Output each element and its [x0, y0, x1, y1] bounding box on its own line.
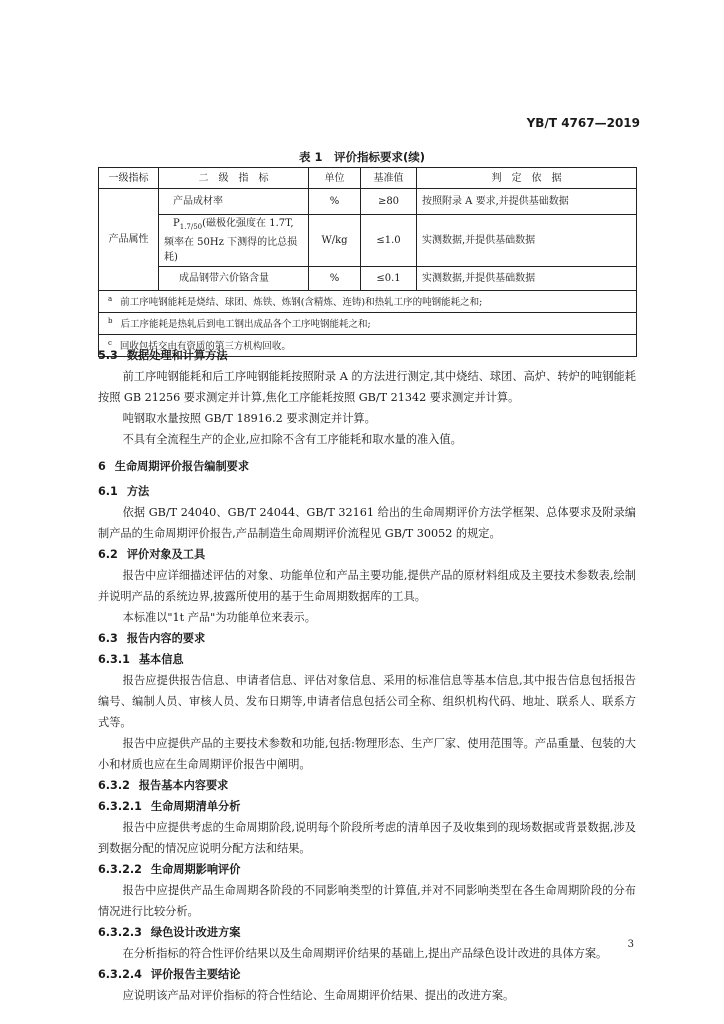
section-title: 评价对象及工具 — [126, 548, 206, 561]
table-note — [99, 313, 637, 335]
subsection-heading — [98, 964, 636, 985]
basis-cell: 实测数据,并提供基础数据 — [417, 215, 637, 267]
table-header-row — [99, 168, 637, 189]
loss-subscript: 1.7/50 — [179, 223, 203, 231]
section-title: 评价报告主要结论 — [150, 968, 241, 981]
section-number: 6.3.2.1 — [98, 800, 142, 813]
paragraph: 吨钢取水量按照 GB/T 18916.2 要求测定并计算。 — [122, 412, 376, 425]
paragraph: 报告中应提供考虑的生命周期阶段,说明每个阶段所考虑的清单因子及收集到的现场数据或背景数据,涉及到数据分配的情况应说明分配方法和结果。 — [98, 821, 636, 855]
indicator-cell: 产品成材率 — [159, 189, 309, 215]
baseline-cell: ≤0.1 — [361, 267, 417, 291]
section-number: 6.3.2 — [98, 779, 130, 792]
loss-symbol: P — [173, 218, 180, 229]
category-cell: 产品属性 — [99, 189, 159, 291]
subsection-heading — [98, 775, 636, 796]
basis-cell: 按照附录 A 要求,并提供基础数据 — [417, 189, 637, 215]
section-number: 6.3.2.4 — [98, 968, 142, 981]
note-text: 回收包括交由有资质的第三方机构回收。 — [119, 341, 291, 353]
baseline-cell: ≥80 — [361, 189, 417, 215]
section-heading — [98, 481, 636, 502]
header-cell: 一级指标 — [99, 168, 159, 189]
section-number: 6.1 — [98, 485, 118, 498]
section-title: 绿色设计改进方案 — [150, 926, 241, 939]
chapter-heading — [98, 456, 636, 477]
paragraph: 本标准以"1t 产品"为功能单位来表示。 — [122, 611, 316, 624]
table-row — [99, 215, 637, 267]
paragraph: 报告中应提供产品生命周期各阶段的不同影响类型的计算值,并对不同影响类型在各生命周期阶段的分布情况进行比较分析。 — [98, 884, 636, 918]
note-mark: b — [108, 317, 113, 326]
section-number: 6 — [98, 460, 106, 473]
paragraph: 报告中应提供产品的主要技术参数和功能,包括:物理形态、生产厂家、使用范围等。产品重量、包装的大小和材质也应在生命周期评价报告中阐明。 — [98, 737, 636, 771]
criteria-table — [98, 167, 637, 357]
section-title: 生命周期评价报告编制要求 — [114, 460, 250, 473]
section-number: 6.2 — [98, 548, 118, 561]
table-note — [99, 291, 637, 313]
paragraph: 不具有全流程生产的企业,应扣除不含有工序能耗和取水量的准入值。 — [122, 433, 462, 446]
section-heading — [98, 628, 636, 649]
paragraph: 前工序吨钢能耗和后工序吨钢能耗按照附录 A 的方法进行测定,其中烧结、球团、高炉、转炉的吨钢能耗按照 GB 21256 要求测定并计算,焦化工序能耗按照 GB/T 21342 要求测定并计算。 — [98, 370, 636, 404]
section-number: 6.3.1 — [98, 653, 130, 666]
subsection-heading — [98, 796, 636, 817]
document-body — [98, 345, 636, 1006]
section-number: 6.3.2.3 — [98, 926, 142, 939]
section-title: 报告基本内容要求 — [138, 779, 229, 792]
unit-cell: % — [309, 189, 361, 215]
note-text: 前工序吨钢能耗是烧结、球团、炼铁、炼钢(含精炼、连铸)和热轧工序的吨钢能耗之和; — [120, 297, 483, 309]
table-note-row — [99, 313, 637, 335]
loss-description: (磁极化强度在 1.7T,频率在 50Hz 下测得的比总损耗) — [164, 218, 298, 263]
section-number: 6.3 — [98, 632, 118, 645]
subsection-heading — [98, 649, 636, 670]
paragraph: 应说明该产品对评价指标的符合性结论、生命周期评价结果、提出的改进方案。 — [122, 989, 515, 1002]
table-row — [99, 267, 637, 291]
paragraph: 报告中应详细描述评估的对象、功能单位和产品主要功能,提供产品的原材料组成及主要技术参数表,绘制并说明产品的系统边界,披露所使用的基于生命周期数据库的工具。 — [98, 569, 636, 603]
indicator-cell: 成品钢带六价铬含量 — [159, 267, 309, 291]
section-title: 生命周期清单分析 — [150, 800, 241, 813]
table-row — [99, 189, 637, 215]
section-number: 5.3 — [98, 349, 118, 362]
standard-code: YB/T 4767—2019 — [526, 116, 640, 130]
subsection-heading — [98, 859, 636, 880]
table-note-row — [99, 291, 637, 313]
section-title: 报告内容的要求 — [126, 632, 206, 645]
section-heading — [98, 345, 636, 366]
header-cell: 基准值 — [361, 168, 417, 189]
section-title: 数据处理和计算方法 — [126, 349, 228, 362]
baseline-cell: ≤1.0 — [361, 215, 417, 267]
section-title: 生命周期影响评价 — [150, 863, 241, 876]
paragraph: 报告应提供报告信息、申请者信息、评估对象信息、采用的标准信息等基本信息,其中报告信息包括报告编号、编制人员、审核人员、发布日期等,申请者信息包括公司全称、组织机构代码、地址、联系人、联系方式等。 — [98, 674, 636, 729]
header-cell: 二 级 指 标 — [159, 168, 309, 189]
table-title: 表 1 评价指标要求(续) — [298, 150, 426, 164]
unit-cell: % — [309, 267, 361, 291]
unit-cell: W/kg — [309, 215, 361, 267]
section-heading — [98, 544, 636, 565]
section-number: 6.3.2.2 — [98, 863, 142, 876]
page-number: 3 — [627, 939, 634, 950]
paragraph: 依据 GB/T 24040、GB/T 24044、GB/T 32161 给出的生命周期评价方法学框架、总体要求及附录编制产品的生命周期评价报告,产品制造生命周期评价流程见 GB/T 30052 的规定。 — [98, 506, 636, 540]
note-mark: a — [108, 295, 113, 304]
header-cell: 判 定 依 据 — [417, 168, 637, 189]
indicator-cell — [159, 215, 309, 267]
header-cell: 单位 — [309, 168, 361, 189]
basis-cell: 实测数据,并提供基础数据 — [417, 267, 637, 291]
section-title: 基本信息 — [138, 653, 184, 666]
note-mark: c — [108, 339, 112, 348]
note-text: 后工序能耗是热轧后到电工钢出成品各个工序吨钢能耗之和; — [120, 319, 371, 331]
paragraph: 在分析指标的符合性评价结果以及生命周期评价结果的基础上,提出产品绿色设计改进的具体方案。 — [122, 947, 608, 960]
section-title: 方法 — [126, 485, 150, 498]
subsection-heading — [98, 922, 636, 943]
